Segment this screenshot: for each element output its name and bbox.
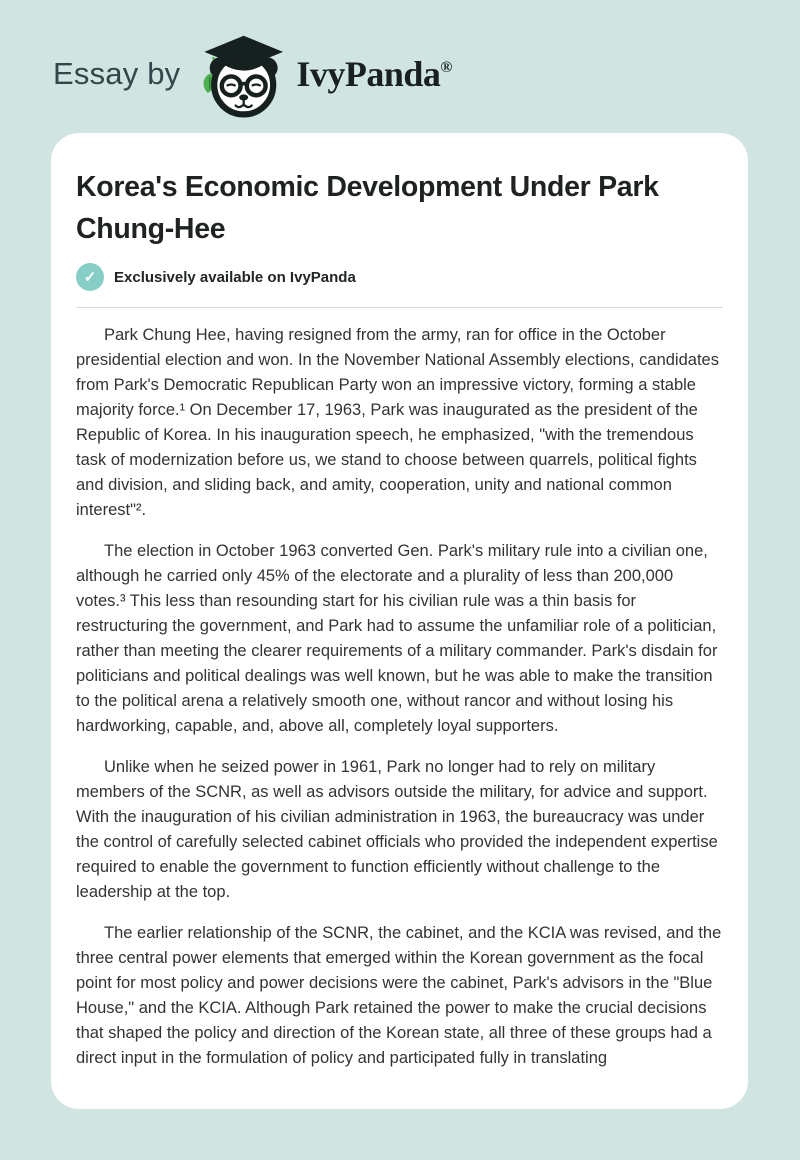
essay-paragraph: The election in October 1963 converted Gen. Park's military rule into a civilian one, although he carried only 45% of the electorate and a plurality of less than 200,000 votes.³ This less than resounding start for his civilian rule was a thin basis for restructuring the government, and Park had to assume the unfamiliar role of a politician, rather than meeting the clearer requirements of a military commander. Park's disdain for politicians and political dealings was well known, but he was able to make the transition to the political arena a relatively smooth one, without rancor and without losing his hardworking, capable, and, above all, completely loyal supporters. <box>76 542 718 735</box>
ivypanda-logo-icon <box>196 34 286 118</box>
essay-title: Korea's Economic Development Under Park Chung-Hee <box>76 171 659 245</box>
essay-paragraph: Park Chung Hee, having resigned from the army, ran for office in the October presidential election and won. In the November National Assembly elections, candidates from Park's Democratic Republican Party won an impressive victory, forming a stable majority force.¹ On December 17, 1963, Park was inaugurated as the president of the Republic of Korea. In his inauguration speech, he emphasized, "with the tremendous task of modernization before us, we stand to choose between quarrels, political fights and division, and sliding back, and amity, cooperation, unity and national common interest"². <box>76 326 719 519</box>
essay-paragraph: The earlier relationship of the SCNR, the cabinet, and the KCIA was revised, and the three central power elements that emerged within the Korean government as the focal point for most policy and power decisions were the cabinet, Park's advisors in the "Blue House," and the KCIA. Although Park retained the power to make the crucial decisions that shaped the policy and direction of the Korean state, all three of these groups had a direct input in the formulation of policy and participated fully in translating <box>76 924 722 1067</box>
check-icon: ✓ <box>76 263 104 291</box>
availability-badge <box>76 263 723 291</box>
essay-body <box>76 308 723 1071</box>
site-header <box>0 0 800 112</box>
essay-paragraph: Unlike when he seized power in 1961, Park no longer had to rely on military members of the SCNR, as well as advisors outside the military, for advice and support. With the inauguration of his civilian administration in 1963, the bureaucracy was under the control of carefully selected cabinet officials who provided the independent expertise required to enable the government to function efficiently without challenge to the leadership at the top. <box>76 758 718 901</box>
availability-label: Exclusively available on IvyPanda <box>114 268 356 286</box>
registered-trademark: ® <box>440 59 452 76</box>
brand-text: IvyPanda <box>296 54 441 94</box>
brand-name <box>296 53 452 95</box>
essay-card <box>51 133 748 1109</box>
essay-by-label: Essay by <box>53 56 181 91</box>
